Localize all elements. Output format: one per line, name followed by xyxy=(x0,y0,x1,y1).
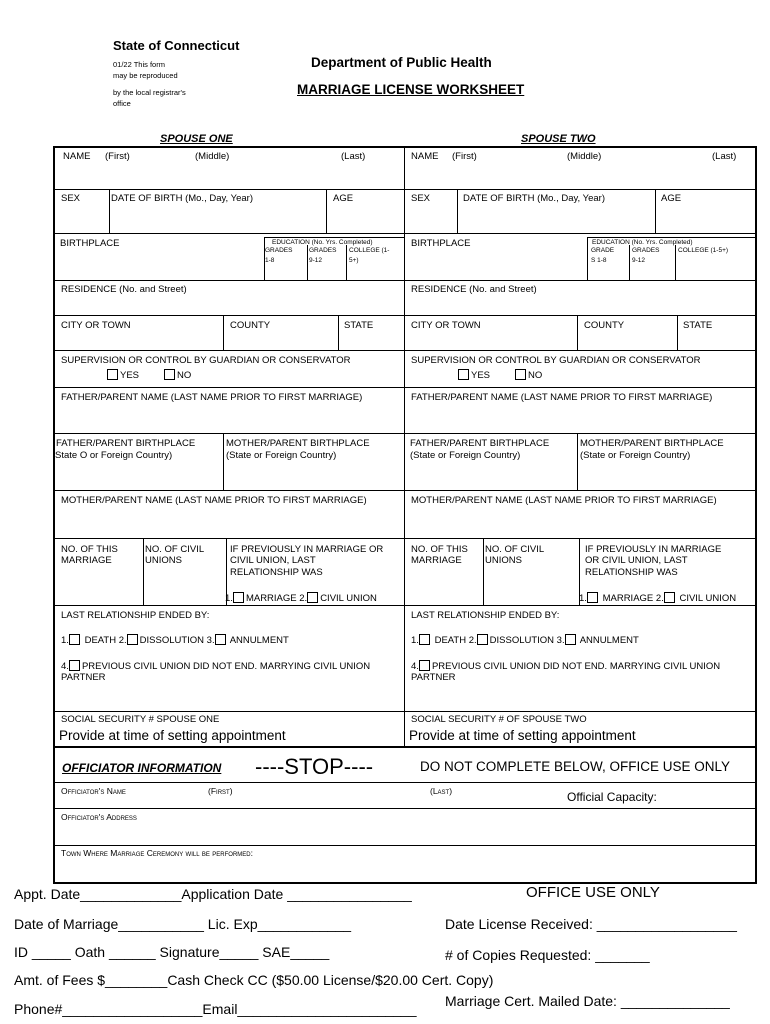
phone-email-line[interactable]: Phone#__________________Email_______________________ xyxy=(14,1001,417,1017)
s2-grades1-label: GRADE xyxy=(591,247,615,254)
s2-prev-cu-checkbox[interactable] xyxy=(419,660,430,671)
s2-no-cu-label-2: UNIONS xyxy=(485,555,522,566)
s2-dissolution-checkbox[interactable] xyxy=(477,634,488,645)
s2-death-checkbox[interactable] xyxy=(419,634,430,645)
id-oath-signature-line[interactable]: ID _____ Oath ______ Signature_____ SAE_____ xyxy=(14,944,330,960)
s1-death-num: 1. xyxy=(61,635,69,646)
s1-birthplace-label: BIRTHPLACE xyxy=(60,238,120,249)
s2-ended-options xyxy=(411,634,639,646)
officiator-first-label: (First) xyxy=(208,786,233,796)
s2-middle-label: (Middle) xyxy=(567,151,602,162)
form-note-2: may be reproduced xyxy=(113,71,178,80)
s1-sex-label: SEX xyxy=(61,193,81,204)
s1-death-checkbox[interactable] xyxy=(69,634,80,645)
form-note-4: office xyxy=(113,99,131,108)
s1-provide-text: Provide at time of setting appointment xyxy=(59,728,286,743)
stop-text: ----STOP---- xyxy=(255,754,374,779)
officiator-heading: OFFICIATOR INFORMATION xyxy=(62,761,222,775)
date-of-marriage-line[interactable]: Date of Marriage___________ Lic. Exp____________ xyxy=(14,916,352,932)
s1-supervision-label: SUPERVISION OR CONTROL BY GUARDIAN OR CONSERVATOR xyxy=(61,355,351,366)
officiator-address-label: Officiator's Address xyxy=(61,812,137,822)
s1-education-label: EDUCATION (No. Yrs. Completed) xyxy=(272,239,373,246)
s1-name-label: NAME xyxy=(63,151,91,162)
official-capacity-label: Official Capacity: xyxy=(567,790,657,804)
s2-prev-cu-label: PREVIOUS CIVIL UNION DID NOT END. MARRYING CIVIL UNION xyxy=(431,661,721,672)
office-use-warning: DO NOT COMPLETE BELOW, OFFICE USE ONLY xyxy=(420,759,731,774)
s2-marriage-checkbox[interactable] xyxy=(587,592,598,603)
s1-no-cu-label-1: NO. OF CIVIL xyxy=(145,544,205,555)
s1-mother-bp2-label: (State or Foreign Country) xyxy=(226,450,337,461)
s1-civil-union-checkbox[interactable] xyxy=(307,592,318,603)
s2-college-label: COLLEGE (1-5+) xyxy=(678,247,729,254)
s1-ssn-label: SOCIAL SECURITY # SPOUSE ONE xyxy=(61,714,220,725)
s1-marriage-checkbox[interactable] xyxy=(233,592,244,603)
s1-opt1-num: 1. xyxy=(225,593,233,604)
spouse-two-heading: SPOUSE TWO xyxy=(521,133,596,145)
s2-mother-bp-label: MOTHER/PARENT BIRTHPLACE xyxy=(580,438,724,449)
s2-city-label: CITY OR TOWN xyxy=(411,320,481,331)
s1-age-label: AGE xyxy=(333,193,354,204)
s1-dissolution-checkbox[interactable] xyxy=(127,634,138,645)
s1-ended-label: LAST RELATIONSHIP ENDED BY: xyxy=(61,610,210,621)
s2-ssn-label: SOCIAL SECURITY # OF SPOUSE TWO xyxy=(411,714,587,725)
copies-requested-line[interactable]: # of Copies Requested: _______ xyxy=(445,947,650,963)
s2-first-label: (First) xyxy=(452,151,477,162)
center-divider xyxy=(404,146,405,746)
s2-last-label: (Last) xyxy=(712,151,737,162)
s1-no-checkbox[interactable] xyxy=(164,369,175,380)
officiator-name-label: Officiator's Name xyxy=(61,786,126,796)
officiator-last-label: (Last) xyxy=(430,786,453,796)
s2-annulment-label: ANNULMENT xyxy=(577,635,639,646)
s1-no-label: NO xyxy=(177,370,192,381)
s2-father-bp-label: FATHER/PARENT BIRTHPLACE xyxy=(410,438,550,449)
s1-yes-label: YES xyxy=(120,370,140,381)
s2-grades2-label: GRADES xyxy=(632,247,660,254)
s1-death-label: DEATH 2. xyxy=(81,635,127,646)
s2-prev-cu-num: 4. xyxy=(411,661,419,672)
fees-line[interactable]: Amt. of Fees $________Cash Check CC ($50.00 License/$20.00 Cert. Copy) xyxy=(14,972,494,988)
s1-marriage-label: MARRIAGE 2. xyxy=(245,593,308,604)
s1-prev-cu-num: 4. xyxy=(61,661,69,672)
s2-sex-label: SEX xyxy=(411,193,431,204)
s2-father-bp2-label: (State or Foreign Country) xyxy=(410,450,521,461)
s1-no-marriage-label-1: NO. OF THIS xyxy=(61,544,118,555)
s1-collegeb-label: 5+) xyxy=(349,257,359,264)
s2-supervision-yes[interactable] xyxy=(458,369,490,381)
s2-death-label: DEATH 2. xyxy=(431,635,477,646)
s2-annulment-checkbox[interactable] xyxy=(565,634,576,645)
s2-ended-label: LAST RELATIONSHIP ENDED BY: xyxy=(411,610,560,621)
spouse-one-heading: SPOUSE ONE xyxy=(160,133,233,145)
date-license-received-line[interactable]: Date License Received: __________________ xyxy=(445,916,737,932)
s1-prev-label-1: IF PREVIOUSLY IN MARRIAGE OR xyxy=(230,544,384,555)
s1-city-label: CITY OR TOWN xyxy=(61,320,131,331)
s1-prev-cu-label: PREVIOUS CIVIL UNION DID NOT END. MARRYING CIVIL UNION xyxy=(81,661,371,672)
s2-civil-union-label: CIVIL UNION xyxy=(676,593,737,604)
s2-yes-checkbox[interactable] xyxy=(458,369,469,380)
s1-ended-options xyxy=(61,634,289,646)
department-name: Department of Public Health xyxy=(311,55,492,70)
s1-supervision-yes[interactable] xyxy=(107,369,139,381)
s2-partner-label: PARTNER xyxy=(411,672,456,683)
s2-death-num: 1. xyxy=(411,635,419,646)
s2-no-checkbox[interactable] xyxy=(515,369,526,380)
s2-no-cu-label-1: NO. OF CIVIL xyxy=(485,544,545,555)
s1-father-bp-label: FATHER/PARENT BIRTHPLACE xyxy=(56,438,196,449)
s2-relationship-options xyxy=(579,592,736,604)
s2-no-label: NO xyxy=(528,370,543,381)
s2-civil-union-checkbox[interactable] xyxy=(664,592,675,603)
s2-mother-bp2-label: (State or Foreign Country) xyxy=(580,450,691,461)
s1-grades1b-label: 1-8 xyxy=(265,257,275,264)
s2-prev-label-2: OR CIVIL UNION, LAST xyxy=(585,555,688,566)
s2-residence-label: RESIDENCE (No. and Street) xyxy=(411,284,537,295)
s1-grades1-label: GRADES xyxy=(265,247,293,254)
s2-opt1-num: 1. xyxy=(579,593,587,604)
state-name: State of Connecticut xyxy=(113,38,240,53)
s1-grades2-label: GRADES xyxy=(309,247,337,254)
s1-college-label: COLLEGE (1- xyxy=(349,247,390,254)
s2-provide-text: Provide at time of setting appointment xyxy=(409,728,636,743)
s2-name-label: NAME xyxy=(411,151,439,162)
s2-supervision-no[interactable] xyxy=(515,369,542,381)
s1-annulment-checkbox[interactable] xyxy=(215,634,226,645)
s1-relationship-options xyxy=(225,592,377,604)
s2-grades1b-label: S 1-8 xyxy=(591,257,607,264)
s2-no-marriage-label-2: MARRIAGE xyxy=(411,555,462,566)
s2-grades2b-label: 9-12 xyxy=(632,257,646,264)
s1-supervision-no[interactable] xyxy=(164,369,191,381)
s1-mother-bp-label: MOTHER/PARENT BIRTHPLACE xyxy=(226,438,370,449)
s1-no-marriage-label-2: MARRIAGE xyxy=(61,555,112,566)
s1-middle-label: (Middle) xyxy=(195,151,230,162)
office-use-only-label: OFFICE USE ONLY xyxy=(526,884,660,901)
s1-father-name-label: FATHER/PARENT NAME (LAST NAME PRIOR TO FIRST MARRIAGE) xyxy=(61,392,363,403)
s1-mother-name-label: MOTHER/PARENT NAME (LAST NAME PRIOR TO FIRST MARRIAGE) xyxy=(61,495,367,506)
cert-mailed-date-line[interactable]: Marriage Cert. Mailed Date: ______________ xyxy=(445,993,730,1009)
form-note-3: by the local registrar's xyxy=(113,88,186,97)
s1-last-label: (Last) xyxy=(341,151,366,162)
s2-marriage-label: MARRIAGE 2. xyxy=(599,593,664,604)
s1-prev-cu-option xyxy=(61,660,370,672)
s1-partner-label: PARTNER xyxy=(61,672,106,683)
s2-prev-label-1: IF PREVIOUSLY IN MARRIAGE xyxy=(585,544,722,555)
s2-state-label: STATE xyxy=(683,320,713,331)
s2-prev-cu-option xyxy=(411,660,720,672)
s1-state-label: STATE xyxy=(344,320,374,331)
s1-residence-label: RESIDENCE (No. and Street) xyxy=(61,284,187,295)
s2-supervision-label: SUPERVISION OR CONTROL BY GUARDIAN OR CONSERVATOR xyxy=(411,355,701,366)
s2-no-marriage-label-1: NO. OF THIS xyxy=(411,544,468,555)
s1-grades2b-label: 9-12 xyxy=(309,257,323,264)
s1-first-label: (First) xyxy=(105,151,130,162)
s1-father-bp2-label: State O or Foreign Country) xyxy=(55,450,173,461)
s2-yes-label: YES xyxy=(471,370,491,381)
s2-father-name-label: FATHER/PARENT NAME (LAST NAME PRIOR TO FIRST MARRIAGE) xyxy=(411,392,713,403)
s1-annulment-label: ANNULMENT xyxy=(227,635,289,646)
s2-mother-name-label: MOTHER/PARENT NAME (LAST NAME PRIOR TO FIRST MARRIAGE) xyxy=(411,495,717,506)
s1-prev-label-2: CIVIL UNION, LAST xyxy=(230,555,316,566)
s1-dob-label: DATE OF BIRTH (Mo., Day, Year) xyxy=(111,193,254,204)
s2-county-label: COUNTY xyxy=(584,320,625,331)
s2-birthplace-label: BIRTHPLACE xyxy=(411,238,471,249)
s1-yes-checkbox[interactable] xyxy=(107,369,118,380)
s1-county-label: COUNTY xyxy=(230,320,271,331)
s2-dob-label: DATE OF BIRTH (Mo., Day, Year) xyxy=(463,193,606,204)
form-title: MARRIAGE LICENSE WORKSHEET xyxy=(297,82,525,97)
ceremony-town-label: Town Where Marriage Ceremony will be performed: xyxy=(61,848,253,858)
s2-education-label: EDUCATION (No. Yrs. Completed) xyxy=(592,239,693,246)
form-note-1: 01/22 This form xyxy=(113,60,165,69)
s1-dissolution-label: DISSOLUTION 3. xyxy=(139,635,215,646)
s1-prev-label-3: RELATIONSHIP WAS xyxy=(230,567,323,578)
s2-age-label: AGE xyxy=(661,193,682,204)
s2-prev-label-3: RELATIONSHIP WAS xyxy=(585,567,678,578)
s2-dissolution-label: DISSOLUTION 3. xyxy=(489,635,565,646)
appt-date-line[interactable]: Appt. Date_____________Application Date ________________ xyxy=(14,886,412,902)
s1-prev-cu-checkbox[interactable] xyxy=(69,660,80,671)
s1-civil-union-label: CIVIL UNION xyxy=(320,593,377,604)
s1-no-cu-label-2: UNIONS xyxy=(145,555,182,566)
